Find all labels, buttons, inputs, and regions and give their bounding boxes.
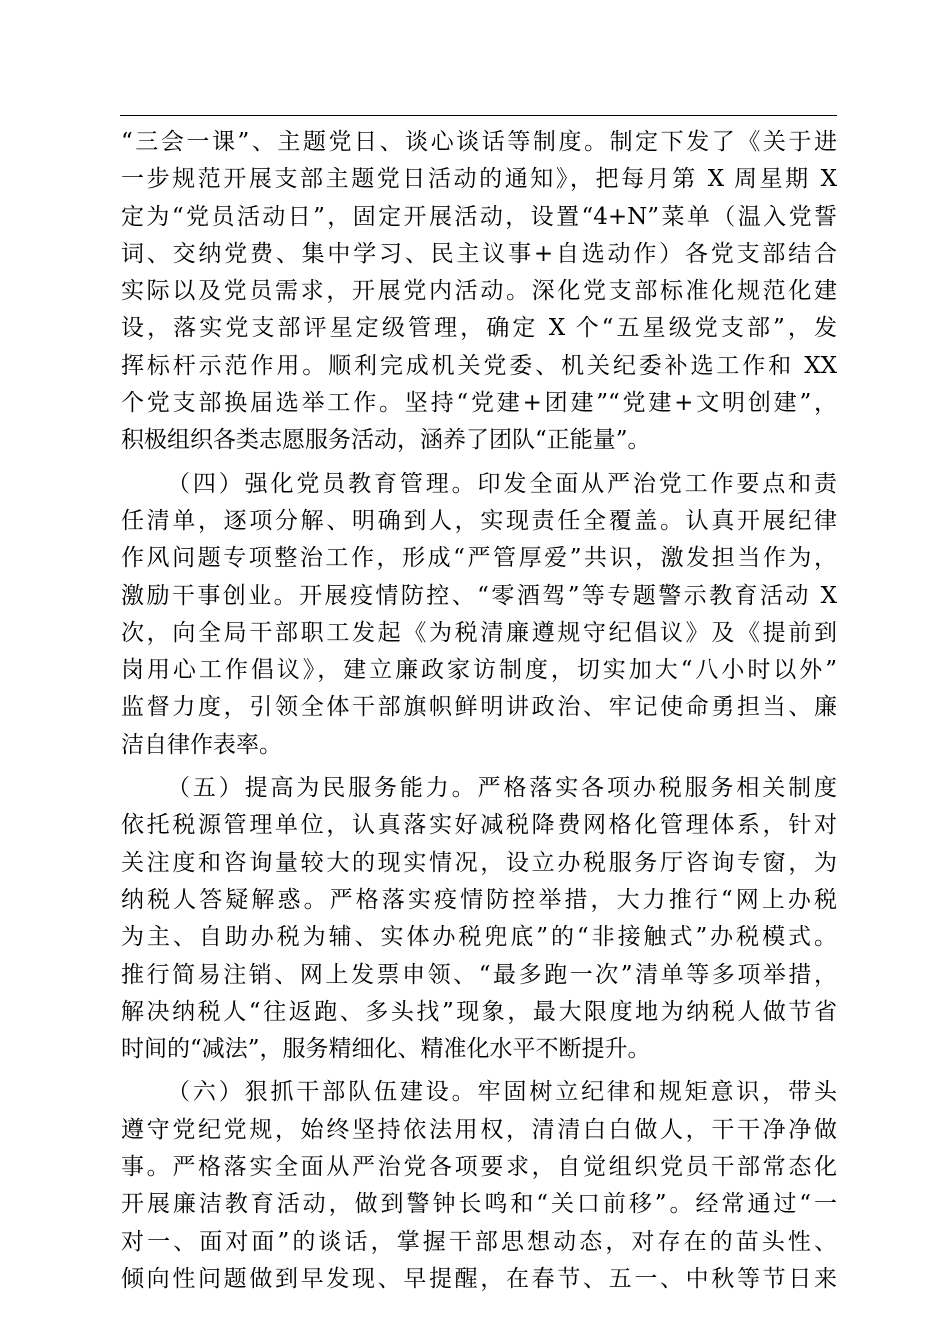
paragraph-6 — [121, 1074, 837, 1298]
text-line: 依托税源管理单位，认真落实好减税降费网格化管理体系，针对 — [121, 812, 837, 839]
text-line: 定为“党员活动日”，固定开展活动，设置“4+N”菜单（温入党誓 — [121, 203, 837, 230]
paragraph-5 — [121, 770, 837, 1068]
paragraph-4 — [121, 466, 837, 764]
text-line: 激励干事创业。开展疫情防控、“零酒驾”等专题警示教育活动 X — [121, 582, 837, 609]
text-line: 个党支部换届选举工作。坚持“党建+团建”“党建+文明创建”， — [121, 390, 837, 417]
text-line: 推行简易注销、网上发票申领、“最多跑一次”清单等多项举措， — [121, 961, 837, 988]
text-line: （六）狠抓干部队伍建设。牢固树立纪律和规矩意识，带头 — [167, 1079, 837, 1106]
text-line: 次，向全局干部职工发起《为税清廉遵规守纪倡议》及《提前到 — [121, 619, 837, 646]
text-line: 事。严格落实全面从严治党各项要求，自觉组织党员干部常态化 — [121, 1154, 837, 1181]
text-line: 岗用心工作倡议》，建立廉政家访制度，切实加大“八小时以外” — [121, 657, 837, 684]
text-line: 挥标杆示范作用。顺利完成机关党委、机关纪委补选工作和 XX — [121, 352, 837, 379]
paragraph-continuation — [121, 124, 837, 460]
text-line: 时间的“减法”，服务精细化、精准化水平不断提升。 — [121, 1036, 651, 1063]
text-line: 遵守党纪党规，始终坚持依法用权，清清白白做人，干干净净做 — [121, 1116, 837, 1143]
text-line: （五）提高为民服务能力。严格落实各项办税服务相关制度 — [167, 775, 837, 802]
text-line: 对一、面对面”的谈话，掌握干部思想动态，对存在的苗头性、 — [121, 1228, 837, 1255]
text-line: 解决纳税人“往返跑、多头找”现象，最大限度地为纳税人做节省 — [121, 998, 837, 1025]
text-line: 为主、自助办税为辅、实体办税兜底”的“非接触式”办税模式。 — [121, 924, 837, 951]
text-line: 任清单，逐项分解、明确到人，实现责任全覆盖。认真开展纪律 — [121, 507, 837, 534]
text-line: 作风问题专项整治工作，形成“严管厚爱”共识，激发担当作为， — [121, 545, 837, 572]
text-line: 实际以及党员需求，开展党内活动。深化党支部标准化规范化建 — [121, 278, 837, 305]
text-line: 一步规范开展支部主题党日活动的通知》，把每月第 X 周星期 X — [121, 166, 837, 193]
text-line: 开展廉洁教育活动，做到警钟长鸣和“关口前移”。经常通过“一 — [121, 1191, 837, 1218]
text-line: 关注度和咨询量较大的现实情况，设立办税服务厅咨询专窗，为 — [121, 849, 837, 876]
document-body — [121, 124, 837, 1298]
text-line: 监督力度，引领全体干部旗帜鲜明讲政治、牢记使命勇担当、廉 — [121, 694, 837, 721]
header-rule — [120, 115, 837, 116]
text-line: 设，落实党支部评星定级管理，确定 X 个“五星级党支部”，发 — [121, 315, 837, 342]
text-line: 纳税人答疑解惑。严格落实疫情防控举措，大力推行“网上办税 — [121, 886, 837, 913]
text-line: “三会一课”、主题党日、谈心谈话等制度。制定下发了《关于进 — [121, 129, 837, 155]
text-line: 洁自律作表率。 — [121, 731, 282, 758]
text-line: （四）强化党员教育管理。印发全面从严治党工作要点和责 — [167, 470, 837, 497]
text-line: 积极组织各类志愿服务活动，涵养了团队“正能量”。 — [121, 427, 651, 454]
text-line: 倾向性问题做到早发现、早提醒，在春节、五一、中秋等节日来 — [121, 1265, 837, 1292]
text-line: 词、交纳党费、集中学习、民主议事+自选动作）各党支部结合 — [121, 240, 837, 267]
